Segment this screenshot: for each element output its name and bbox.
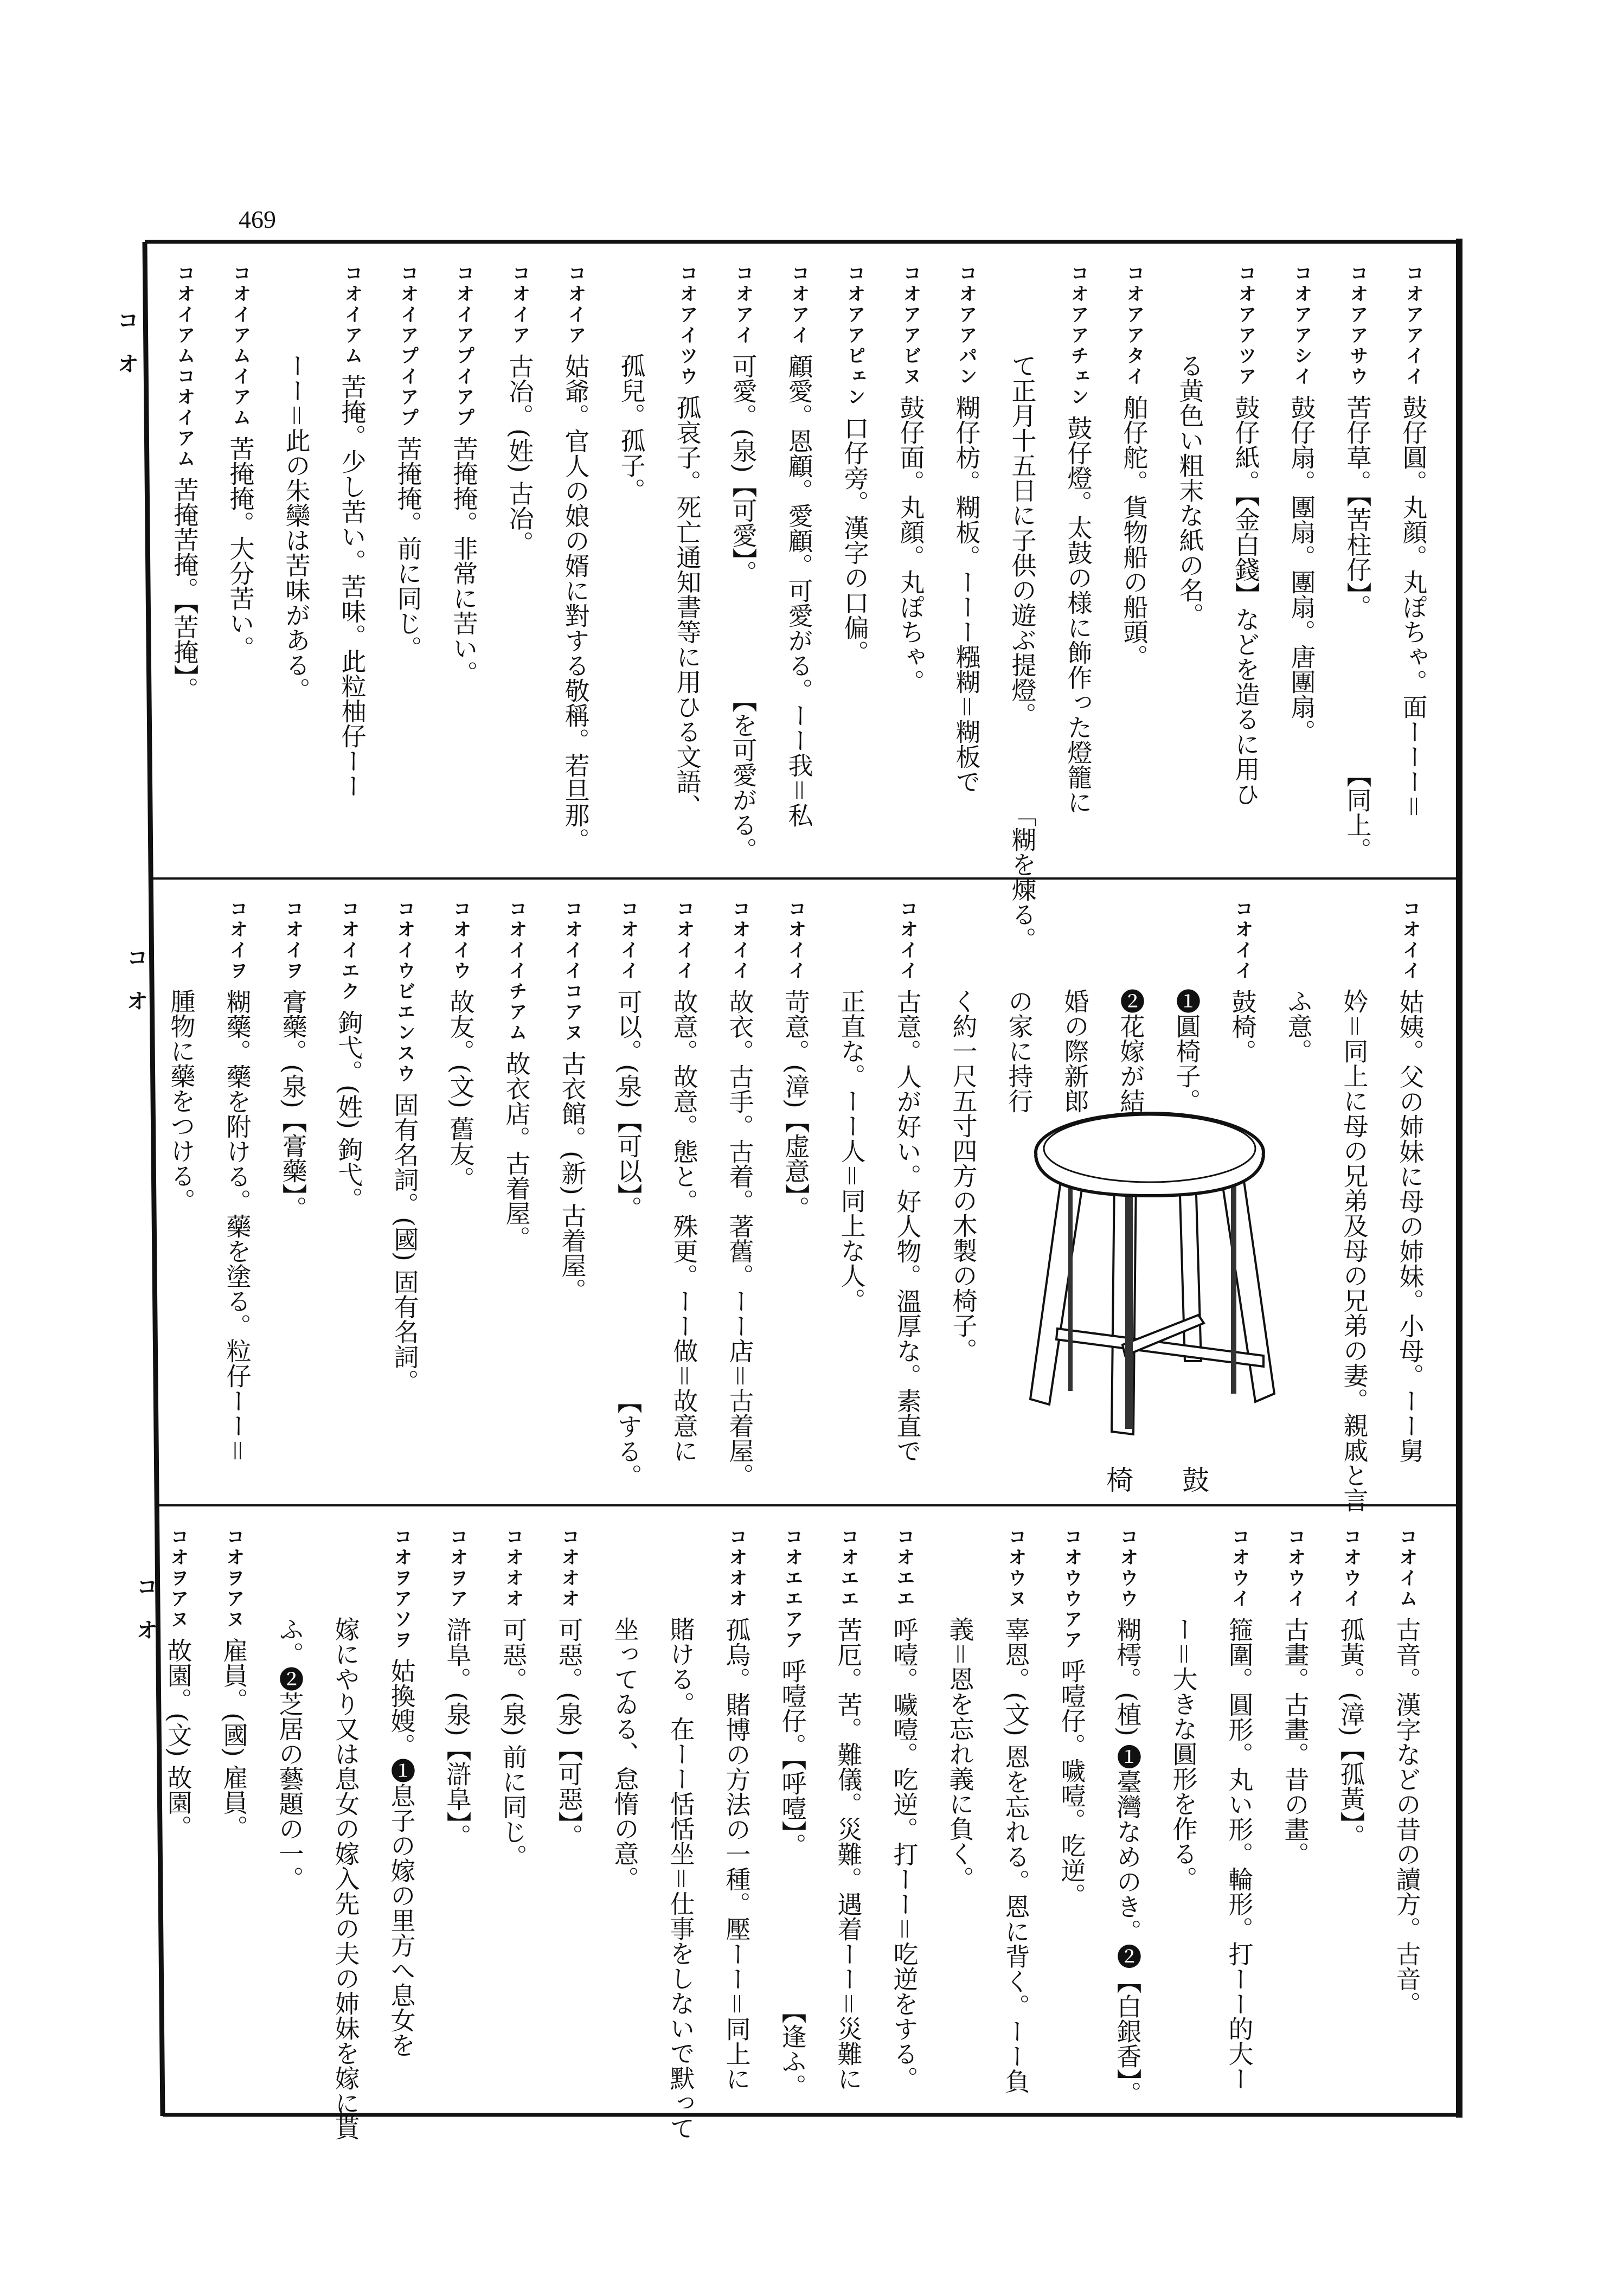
entry-definition: 苦掩苦掩。【苦掩】。: [170, 477, 200, 702]
entry-reading: コオイア: [564, 264, 586, 346]
entry-definition: 古意。人が好い。好人物。溫厚な。素直で: [893, 989, 922, 1463]
dictionary-entry: [939, 264, 995, 862]
entry-reading: コオイヲ: [282, 899, 304, 982]
entry-reading: コオイム: [1396, 1527, 1417, 1609]
entry-definition: 故園。(文) 故園。: [163, 1638, 193, 1840]
entry-reading: コオアイツウ: [676, 264, 698, 387]
entry-definition: 故衣。古手。古着。著舊。ーー店＝古着屋。: [725, 989, 755, 1488]
entry-definition: ❶圓椅子。: [1172, 989, 1202, 1113]
entry-reading: コオイアム: [341, 264, 363, 367]
entry-definition: 故衣店。古着屋。: [502, 1051, 531, 1250]
entry-definition: ー＝大きな圓形を作る。: [1169, 1617, 1198, 1891]
entry-definition: 可惡。(泉)【可惡】。: [554, 1617, 584, 1849]
entry-reading: コオオオ: [502, 1527, 524, 1609]
entry-reading: コオウウアア: [1061, 1527, 1082, 1651]
section-label: コオ: [123, 946, 148, 1033]
entry-reading: コオアアイイ: [1402, 264, 1424, 387]
dictionary-entry: [709, 1527, 765, 2099]
entry-reading: コオイイ: [1399, 899, 1421, 982]
dictionary-entry: [380, 264, 436, 862]
entry-reading: コオイアムコオイアム: [174, 264, 195, 470]
figure-caption-left: 椅: [1106, 1465, 1133, 1496]
entry-definition: ふ。❷芝居の藝題の一。: [275, 1617, 305, 1891]
dictionary-entry: [492, 264, 548, 862]
entry-reading: コオイアプイアプ: [453, 264, 474, 428]
entry-continuation: [597, 1527, 653, 2188]
dictionary-entry: [206, 1527, 262, 2099]
dictionary-entry: [659, 264, 715, 862]
dictionary-entry: [321, 899, 377, 1489]
entry-continuation: [653, 1527, 709, 2188]
dictionary-entry: [988, 1527, 1044, 2099]
entry-reading: コオイヲ: [226, 899, 248, 982]
entry-reading: コオイイ: [896, 899, 918, 982]
entry-reading: コオイアムイアム: [229, 264, 251, 428]
dictionary-entry: [1382, 899, 1438, 1489]
entry-overflow-text: 【する。: [613, 1389, 643, 1489]
entry-definition: 滸阜。(泉)【滸阜】。: [442, 1617, 472, 1849]
dictionary-entry: [209, 899, 265, 1489]
entry-definition: 鉤弋。(姓) 鉤弋。: [334, 1010, 364, 1212]
entry-definition: 顧愛。恩顧。愛顧。可愛がる。ーー我＝私: [784, 354, 814, 828]
entry-definition: 箍圍。圓形。丸い形。輪形。打ーー的大ー: [1224, 1617, 1254, 2091]
dictionary-entry: [820, 1527, 876, 2099]
entry-reading: コオエエ: [893, 1527, 915, 1609]
dictionary-entry: [324, 264, 380, 862]
entry-reading: コオイイ: [673, 899, 695, 982]
entry-continuation: [935, 899, 991, 1578]
dictionary-entry: [374, 1527, 429, 2099]
entry-reading: コオアアシイ: [1291, 264, 1312, 387]
entry-definition: 故意。故意。態と。殊更。ーー做＝故意に: [669, 989, 699, 1463]
entry-definition: 孤兒。孤子。: [617, 353, 646, 503]
entry-definition: く約一尺五寸四方の木製の椅子。: [948, 989, 978, 1363]
entry-definition: 故友。(文) 舊友。: [446, 989, 476, 1191]
dictionary-entry: [771, 264, 827, 862]
entry-definition: 姑爺。官人の娘の婿に對する敬稱。若旦那。: [561, 354, 591, 852]
dictionary-entry: [715, 264, 771, 862]
entry-definition: 婚の際新郎: [1060, 989, 1090, 1113]
entry-reading: コオイイコアヌ: [561, 899, 583, 1043]
dictionary-entry: [150, 1527, 206, 2099]
section-label: コオ: [114, 309, 139, 396]
dictionary-entry: [1385, 264, 1441, 862]
dictionary-entry: [656, 899, 712, 1489]
entry-reading: コオエエアア: [781, 1527, 803, 1651]
entry-definition: 呼噎仔。噦噎。吃逆。: [1057, 1658, 1087, 1908]
entry-definition: 苦掩。少し苦い。苦味。此粒柚仔ーー: [337, 374, 367, 798]
entry-definition: 古冶。(姓) 古冶。: [505, 354, 535, 556]
entry-definition: 苦仔草。【苦柱仔】。: [1343, 395, 1372, 619]
entry-definition: 古畫。古畫。昔の畫。: [1280, 1617, 1310, 1867]
dictionary-entry: [1218, 264, 1274, 862]
entry-definition: 鼓仔面。丸顔。丸ぽちゃ。: [896, 395, 926, 694]
figure-caption-right: 鼓: [1182, 1465, 1209, 1496]
entry-definition: 孤哀子。死亡通知書等に用ひる文語、: [672, 395, 702, 819]
entry-reading: コオヲアヌ: [167, 1527, 189, 1630]
entry-reading: コオヲア: [446, 1527, 468, 1609]
entry-definition: 可惡。(泉) 前に同じ。: [498, 1617, 528, 1869]
dictionary-entry: [485, 1527, 541, 2099]
dictionary-entry: [880, 899, 935, 1489]
entry-reading: コオイイチアム: [505, 899, 527, 1043]
entry-reading: コオアイ: [732, 264, 754, 346]
entry-definition: 雇員。(國) 雇員。: [219, 1638, 249, 1840]
entry-reading: コオアアタイ: [1123, 264, 1145, 387]
dictionary-entry: [1211, 1527, 1267, 2099]
entry-definition: 正直な。ーー人＝同上な人。: [837, 989, 867, 1313]
entry-reading: コオエエ: [837, 1527, 859, 1609]
entry-definition: 糊仔枋。糊板。ーーー糨糊＝糊板で: [952, 395, 982, 794]
entry-definition: 孤烏。賭博の方法の一種。壓ーー＝同上に: [722, 1617, 752, 2091]
dictionary-entry: [429, 1527, 485, 2099]
entry-continuation: [262, 1527, 318, 2188]
entry-definition: 苦厄。苦。難儀。災難。遇着ーー＝災難に: [833, 1617, 863, 2091]
entry-continuation: [995, 264, 1050, 952]
entry-definition: る黄色い粗末な紙の名。: [1175, 353, 1205, 627]
entry-definition: 姑換嫂。❶息子の嫁の里方へ息女を: [387, 1658, 416, 2057]
entry-definition: 坐ってゐる、怠惰の意。: [610, 1617, 640, 1891]
entry-reading: コオヲアソヲ: [390, 1527, 412, 1651]
dictionary-entry: [541, 1527, 597, 2099]
entry-reading: コオイアプイアプ: [397, 264, 419, 428]
entry-definition: 腫物に藥をつける。: [166, 989, 196, 1213]
entry-definition: 可以。(泉)【可以】。: [613, 989, 643, 1221]
entry-continuation: [268, 264, 324, 952]
dictionary-entry: [827, 264, 883, 862]
dictionary-entry: [1330, 264, 1385, 862]
entry-reading: コオヲアヌ: [223, 1527, 245, 1630]
entry-reading: コオウイ: [1284, 1527, 1306, 1609]
dictionary-entry: [876, 1527, 932, 2099]
entry-continuation: [1156, 1527, 1211, 2188]
entry-reading: コオアアサウ: [1346, 264, 1368, 387]
entry-definition: 膏藥。(泉)【膏藥】。: [278, 989, 308, 1221]
dictionary-entry: [433, 899, 489, 1489]
entry-definition: ふ意。: [1284, 989, 1313, 1063]
entry-definition: 苦掩掩。大分苦い。: [226, 436, 255, 660]
dictionary-entry: [600, 899, 656, 1489]
entry-reading: コオウイ: [1228, 1527, 1250, 1609]
entry-reading: コオアアビヌ: [900, 264, 921, 387]
dictionary-entry: [489, 899, 544, 1489]
entry-definition: 義＝恩を忘れ義に負く。: [945, 1617, 975, 1891]
entry-definition: て正月十五日に子供の遊ぶ提燈。: [1008, 353, 1037, 727]
entry-reading: コオアアチェン: [1067, 264, 1089, 408]
entry-definition: 苛意。(漳)【虚意】。: [781, 989, 811, 1221]
entry-reading: コオウヌ: [1005, 1527, 1027, 1609]
page-number: 469: [239, 206, 276, 233]
dictionary-entry: [1044, 1527, 1100, 2099]
entry-continuation: [318, 1527, 374, 2188]
entry-overflow-text: 【同上。: [1343, 762, 1372, 862]
entry-definition: 鼓仔扇。團扇。團扇。唐團扇。: [1287, 395, 1317, 744]
entry-continuation: [1162, 264, 1218, 952]
entry-continuation: [153, 899, 209, 1578]
entry-reading: コオウウ: [1117, 1527, 1138, 1609]
dictionary-entry: [1050, 264, 1106, 862]
entry-reading: コオウイ: [1340, 1527, 1362, 1609]
dictionary-entry: [712, 899, 768, 1489]
entry-definition: 賭ける。在ーー恬恬坐＝仕事をしないで默って: [666, 1617, 696, 2140]
entry-reading: コオイイ: [785, 899, 806, 982]
entry-reading: コオイイ: [1231, 899, 1253, 982]
entry-definition: 呼噎。噦噎。吃逆。打ーー＝吃逆をする。: [889, 1617, 919, 2091]
entry-reading: コオイア: [509, 264, 530, 346]
dictionary-entry: [157, 264, 213, 862]
entry-definition: 妗＝同上に母の兄弟及母の兄弟の妻。親戚と言: [1339, 989, 1369, 1512]
entry-definition: 鼓仔燈。太鼓の様に飾作った燈籠に: [1063, 415, 1093, 814]
dictionary-entry: [1106, 264, 1162, 862]
dictionary-entry: [1100, 1527, 1156, 2106]
section-label: コオ: [133, 1575, 158, 1662]
dictionary-entry: [1323, 1527, 1379, 2099]
entry-definition: 糊樗。(植) ❶臺灣なめのき。❷【白銀香】。: [1113, 1617, 1143, 2106]
entry-definition: 口仔旁。漢字の口偏。: [840, 415, 870, 665]
entry-definition: ❷花嫁が結: [1116, 989, 1146, 1113]
dictionary-entry: [548, 264, 604, 862]
entry-reading: コオイエク: [338, 899, 360, 1002]
entry-reading: コオアイ: [788, 264, 810, 346]
entry-definition: 辜恩。(文) 恩を忘れる。恩に背く。ーー負: [1001, 1617, 1031, 2094]
entry-reading: コオイイ: [729, 899, 750, 982]
entry-definition: 古衣館。(新) 古着屋。: [557, 1051, 587, 1303]
entry-overflow-text: 【を可愛がる。: [728, 688, 758, 862]
entry-definition: 苦掩掩。前に同じ。: [393, 436, 423, 660]
dictionary-entry: [544, 899, 600, 1489]
entry-continuation: [1326, 899, 1382, 1578]
entry-definition: 孤黃。(漳)【孤黃】。: [1336, 1617, 1366, 1849]
stool-illustration: [1025, 1101, 1280, 1437]
entry-definition: 舶仔舵。貨物船の船頭。: [1119, 395, 1149, 669]
entry-definition: 鼓仔圓。丸顔。丸ぽちゃ。面ーーー＝: [1399, 395, 1428, 819]
entry-definition: の家に持行: [1004, 989, 1034, 1113]
entry-reading: コオイウビエンスウ: [394, 899, 415, 1085]
entry-reading: コオアアパン: [955, 264, 977, 387]
entry-overflow-text: 「糊を煉る。: [1008, 802, 1037, 952]
entry-definition: ーー＝此の朱欒は苦味がある。: [281, 353, 311, 702]
entry-definition: 嫁にやり又は息女の嫁入先の夫の姉妹を嫁に貰: [331, 1617, 361, 2140]
entry-definition: 鼓仔紙。【金白錢】などを造るに用ひ: [1231, 395, 1261, 806]
entry-reading: コオアアピェン: [844, 264, 865, 408]
dictionary-entry: [213, 264, 268, 862]
entry-reading: コオアアツア: [1235, 264, 1256, 387]
entry-definition: 可愛。(泉)【可愛】。: [728, 354, 758, 585]
entry-continuation: [604, 264, 659, 952]
entry-definition: 鼓椅。: [1228, 989, 1258, 1064]
entry-reading: コオイイ: [617, 899, 639, 982]
entry-definition: 古音。漢字などの昔の讀方。古音。: [1392, 1617, 1422, 2016]
entry-overflow-text: 【逢ふ。: [778, 1999, 807, 2099]
dictionary-entry: [1274, 264, 1330, 862]
entry-definition: 呼噎仔。【呼噎】。: [778, 1658, 807, 1858]
entry-reading: コオオオ: [558, 1527, 580, 1609]
entry-reading: コオオオ: [726, 1527, 747, 1609]
dictionary-entry: [436, 264, 492, 862]
entry-definition: 苦掩掩。非常に苦い。: [449, 436, 479, 685]
entry-reading: コオイウ: [450, 899, 471, 982]
entry-definition: 固有名詞。(國) 固有名詞。: [390, 1092, 420, 1394]
dictionary-entry: [765, 1527, 820, 2099]
entry-definition: 糊藥。藥を附ける。藥を塗る。粒仔ーー＝: [222, 989, 252, 1463]
dictionary-entry: [1267, 1527, 1323, 2099]
dictionary-entry: [377, 899, 433, 1489]
dictionary-entry: [883, 264, 939, 862]
entry-continuation: [932, 1527, 988, 2188]
dictionary-entry: [768, 899, 824, 1489]
dictionary-entry: [265, 899, 321, 1489]
entry-continuation: [824, 899, 880, 1578]
entry-definition: 姑姨。父の姉妹に母の姉妹。小母。ーー舅: [1395, 989, 1425, 1463]
dictionary-entry: [1379, 1527, 1435, 2099]
